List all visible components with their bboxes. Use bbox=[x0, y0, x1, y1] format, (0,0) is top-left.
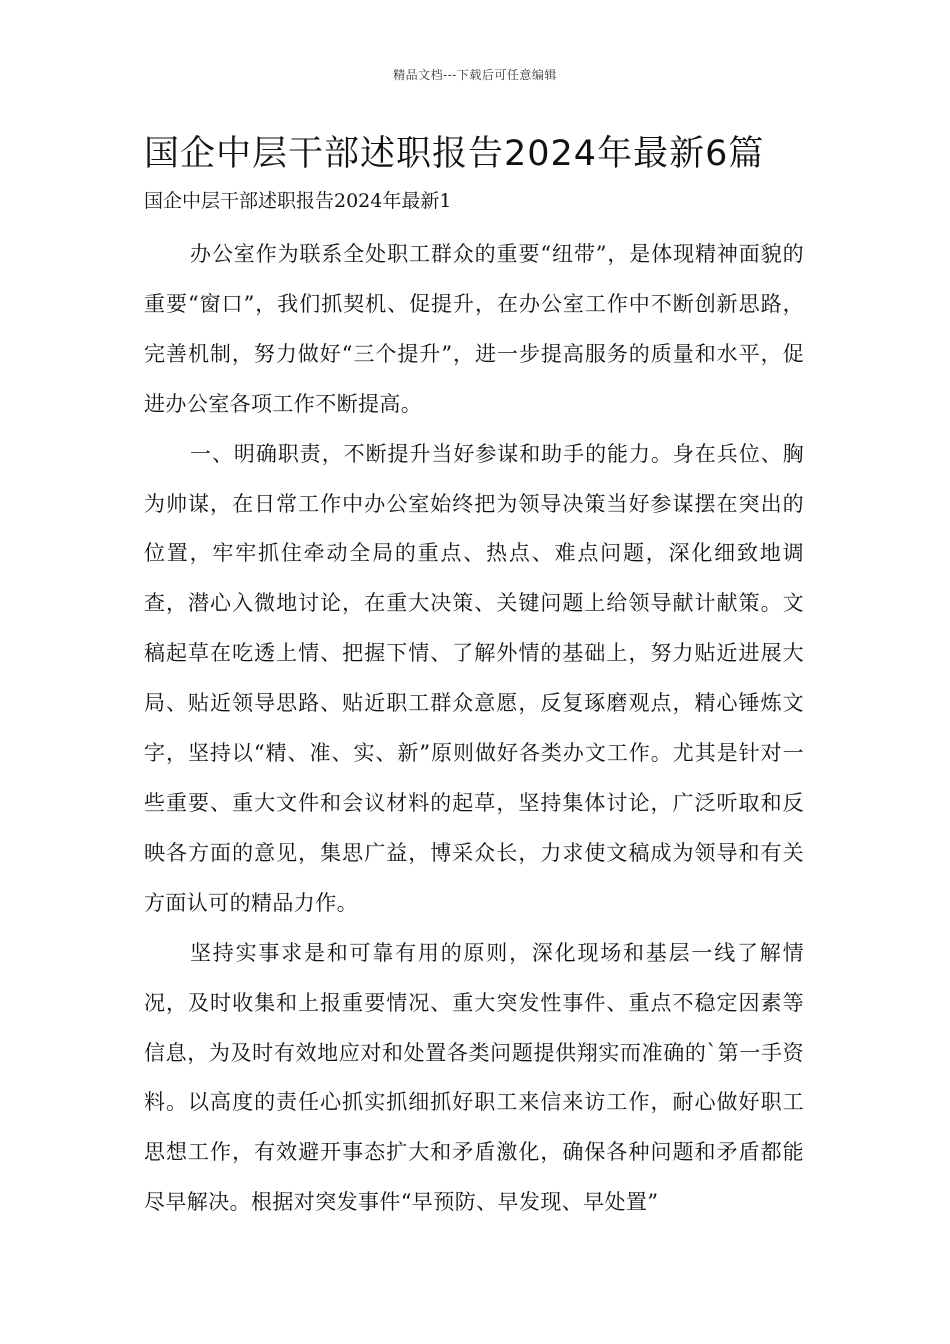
paragraph: 一、明确职责，不断提升当好参谋和助手的能力。身在兵位、胸为帅谋，在日常工作中办公室始终把为领导决策当好参谋摆在突出的位置，牢牢抓住牵动全局的重点、热点、难点问题，深化细致地调查，潜心入微地讨论，在重大决策、关键问题上给领导献计献策。文稿起草在吃透上情、把握下情、了解外情的基础上，努力贴近进展大局、贴近领导思路、贴近职工群众意愿，反复琢磨观点，精心锤炼文字，坚持以“精、准、实、新”原则做好各类办文工作。尤其是针对一些重要、重大文件和会议材料的起草，坚持集体讨论，广泛听取和反映各方面的意见，集思广益，博采众长，力求使文稿成为领导和有关方面认可的精品力作。 bbox=[144, 441, 804, 915]
header-note: 精品文档---下载后可任意编辑 bbox=[393, 68, 557, 82]
document-subtitle: 国企中层干部述职报告2024年最新1 bbox=[144, 190, 452, 212]
document-body bbox=[144, 230, 804, 1228]
paragraph: 坚持实事求是和可靠有用的原则，深化现场和基层一线了解情况，及时收集和上报重要情况、重大突发性事件、重点不稳定因素等信息，为及时有效地应对和处置各类问题提供翔实而准确的`第一手资料。以高度的责任心抓实抓细抓好职工来信来访工作，耐心做好职工思想工作，有效避开事态扩大和矛盾激化，确保各种问题和矛盾都能尽早解决。根据对突发事件“早预防、早发现、早处置” bbox=[144, 940, 804, 1215]
document-title: 国企中层干部述职报告2024年最新6篇 bbox=[144, 134, 765, 174]
paragraph: 办公室作为联系全处职工群众的重要“纽带”，是体现精神面貌的重要“窗口”，我们抓契机、促提升，在办公室工作中不断创新思路，完善机制，努力做好“三个提升”，进一步提高服务的质量和水平，促进办公室各项工作不断提高。 bbox=[144, 242, 804, 416]
